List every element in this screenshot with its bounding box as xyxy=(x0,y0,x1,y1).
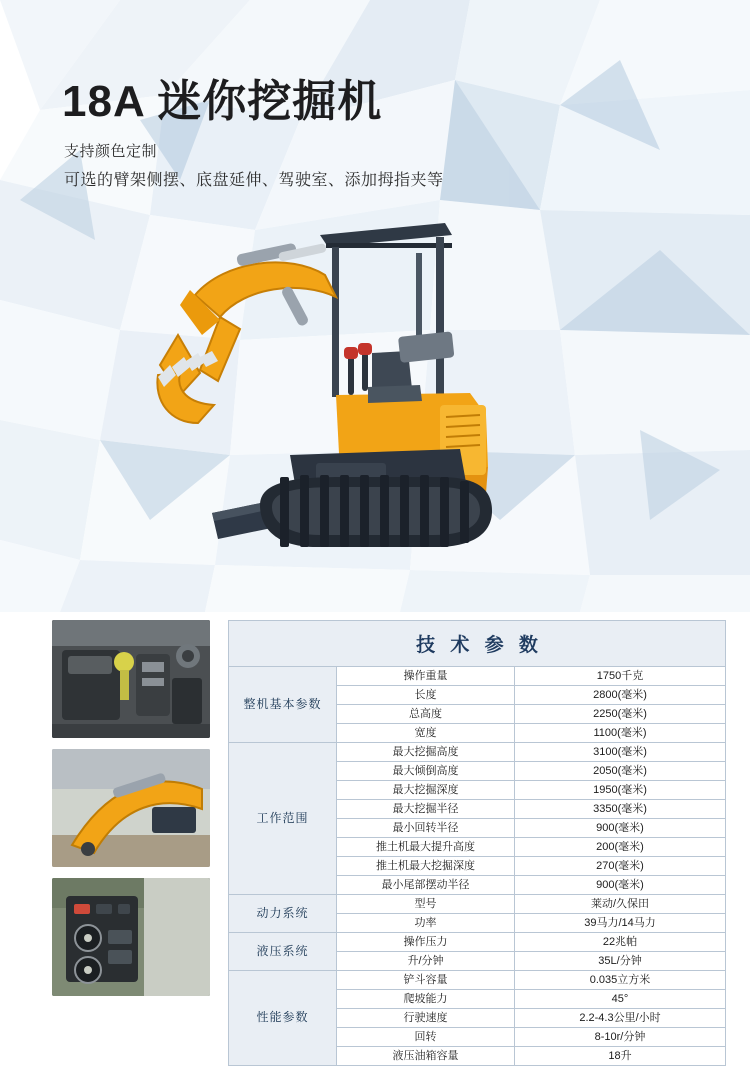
spec-item-value: 莱动/久保田 xyxy=(515,895,726,914)
spec-item-value: 1750千克 xyxy=(515,667,726,686)
spec-item-label: 升/分钟 xyxy=(337,952,515,971)
page-title: 18A 迷你挖掘机 xyxy=(62,77,383,126)
table-row xyxy=(229,895,726,914)
spec-item-label: 回转 xyxy=(337,1028,515,1047)
spec-item-value: 2800(毫米) xyxy=(515,686,726,705)
spec-item-label: 推土机最大挖掘深度 xyxy=(337,857,515,876)
spec-item-label: 爬坡能力 xyxy=(337,990,515,1009)
spec-item-value: 1950(毫米) xyxy=(515,781,726,800)
spec-item-value: 2250(毫米) xyxy=(515,705,726,724)
spec-item-label: 最小尾部摆动半径 xyxy=(337,876,515,895)
excavator-image xyxy=(140,205,560,590)
spec-item-label: 总高度 xyxy=(337,705,515,724)
spec-group-label: 工作范围 xyxy=(229,743,337,895)
spec-item-value: 270(毫米) xyxy=(515,857,726,876)
spec-item-value: 8-10r/分钟 xyxy=(515,1028,726,1047)
spec-item-label: 最大挖掘高度 xyxy=(337,743,515,762)
hero-text-block xyxy=(62,78,444,190)
table-row xyxy=(229,667,726,686)
thumb-engine xyxy=(52,620,210,738)
spec-item-label: 功率 xyxy=(337,914,515,933)
thumbnail-column xyxy=(52,620,210,1020)
table-row xyxy=(229,933,726,952)
spec-item-label: 最大挖掘半径 xyxy=(337,800,515,819)
spec-group-label: 液压系统 xyxy=(229,933,337,971)
spec-item-label: 最大倾倒高度 xyxy=(337,762,515,781)
spec-item-value: 18升 xyxy=(515,1047,726,1066)
table-row xyxy=(229,743,726,762)
spec-item-label: 长度 xyxy=(337,686,515,705)
spec-item-label: 液压油箱容量 xyxy=(337,1047,515,1066)
thumb-boom xyxy=(52,749,210,867)
spec-item-value: 22兆帕 xyxy=(515,933,726,952)
spec-item-value: 2050(毫米) xyxy=(515,762,726,781)
spec-item-value: 35L/分钟 xyxy=(515,952,726,971)
spec-item-value: 1100(毫米) xyxy=(515,724,726,743)
spec-item-label: 行驶速度 xyxy=(337,1009,515,1028)
spec-item-label: 操作重量 xyxy=(337,667,515,686)
hero-subtitle-color: 支持颜色定制 xyxy=(64,143,158,161)
spec-item-value: 900(毫米) xyxy=(515,819,726,838)
spec-item-value: 2.2-4.3公里/小时 xyxy=(515,1009,726,1028)
spec-item-label: 宽度 xyxy=(337,724,515,743)
spec-item-label: 铲斗容量 xyxy=(337,971,515,990)
spec-item-label: 操作压力 xyxy=(337,933,515,952)
spec-item-label: 最小回转半径 xyxy=(337,819,515,838)
spec-item-value: 0.035立方米 xyxy=(515,971,726,990)
spec-item-value: 39马力/14马力 xyxy=(515,914,726,933)
hero-subtitle-options: 可选的臂架侧摆、底盘延伸、驾驶室、添加拇指夹等 xyxy=(64,172,444,190)
spec-table-block xyxy=(228,620,726,1062)
spec-group-label: 动力系统 xyxy=(229,895,337,933)
spec-item-value: 200(毫米) xyxy=(515,838,726,857)
lower-section xyxy=(0,620,750,1062)
spec-item-value: 3350(毫米) xyxy=(515,800,726,819)
spec-table xyxy=(228,666,726,1066)
spec-group-label: 性能参数 xyxy=(229,971,337,1066)
spec-item-label: 型号 xyxy=(337,895,515,914)
spec-item-label: 推土机最大提升高度 xyxy=(337,838,515,857)
thumb-control-panel xyxy=(52,878,210,996)
table-row xyxy=(229,971,726,990)
spec-group-label: 整机基本参数 xyxy=(229,667,337,743)
spec-table-title: 技 术 参 数 xyxy=(228,620,726,666)
spec-item-value: 3100(毫米) xyxy=(515,743,726,762)
spec-item-label: 最大挖掘深度 xyxy=(337,781,515,800)
spec-item-value: 900(毫米) xyxy=(515,876,726,895)
spec-item-value: 45° xyxy=(515,990,726,1009)
